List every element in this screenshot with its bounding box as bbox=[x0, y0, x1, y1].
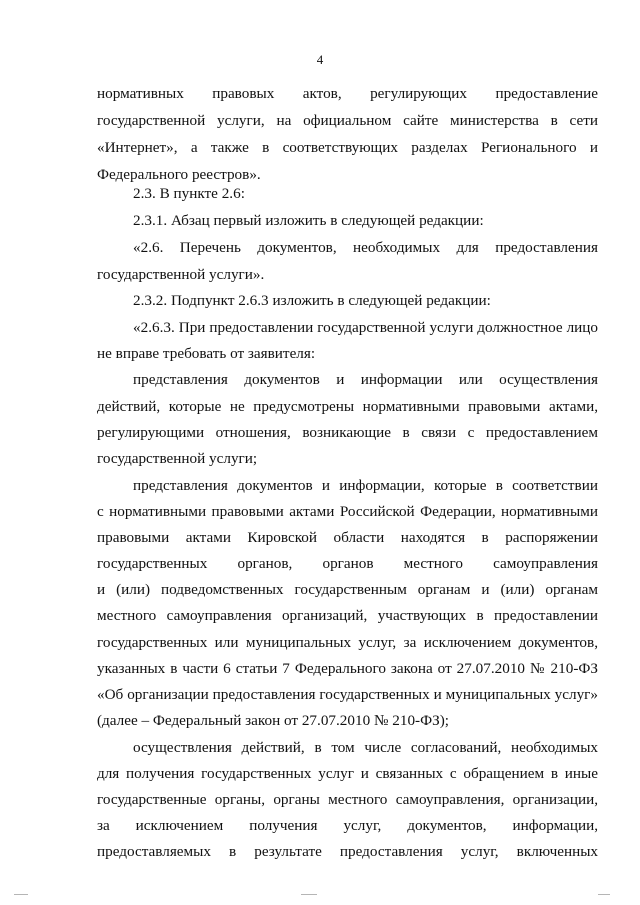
text-line: действий, которые не предусмотрены нормативными правовыми актами, bbox=[97, 398, 598, 415]
text-line: государственной услуги; bbox=[97, 450, 258, 467]
text-line: «2.6. Перечень документов, необходимых для предоставления bbox=[133, 239, 598, 256]
text-line: с нормативными правовыми актами Российской Федерации, нормативными bbox=[97, 503, 598, 520]
text-line: регулирующими отношения, возникающие в связи с предоставлением bbox=[97, 424, 598, 441]
text-line: для получения государственных услуг и связанных с обращением в иные bbox=[97, 765, 598, 782]
text-line: государственных органов, органов местного самоуправления bbox=[97, 555, 598, 572]
text-line: «2.6.3. При предоставлении государственной услуги должностное лицо bbox=[133, 319, 598, 336]
text-line: и (или) подведомственных государственным органам и (или) органам bbox=[97, 581, 598, 598]
text-line: государственные органы, органы местного самоуправления, организации, bbox=[97, 791, 598, 808]
text-line: государственной услуги». bbox=[97, 266, 265, 283]
text-line: за исключением получения услуг, документов, информации, bbox=[97, 817, 598, 834]
text-line: правовыми актами Кировской области находятся в распоряжении bbox=[97, 529, 598, 546]
scan-artifact bbox=[301, 894, 317, 895]
text-line: указанных в части 6 статьи 7 Федерального закона от 27.07.2010 № 210-ФЗ bbox=[97, 660, 598, 677]
text-line: 2.3.2. Подпункт 2.6.3 изложить в следующей редакции: bbox=[133, 292, 491, 309]
text-line: (далее – Федеральный закон от 27.07.2010 № 210-ФЗ); bbox=[97, 712, 449, 729]
text-line: представления документов и информации или осуществления bbox=[133, 371, 598, 388]
scan-artifact bbox=[598, 894, 610, 895]
text-line: 2.3.1. Абзац первый изложить в следующей редакции: bbox=[133, 212, 484, 229]
text-line: местного самоуправления организаций, участвующих в предоставлении bbox=[97, 607, 598, 624]
scan-artifact bbox=[14, 894, 28, 895]
page-number: 4 bbox=[316, 52, 324, 67]
text-line: 2.3. В пункте 2.6: bbox=[133, 185, 245, 202]
text-line: предоставляемых в результате предоставления услуг, включенных bbox=[97, 843, 598, 860]
text-line: Федерального реестров». bbox=[97, 166, 261, 183]
text-line: представления документов и информации, которые в соответствии bbox=[133, 477, 598, 494]
text-line: осуществления действий, в том числе согласований, необходимых bbox=[133, 739, 598, 756]
text-line: «Об организации предоставления государственных и муниципальных услуг» bbox=[97, 686, 598, 703]
text-line: нормативных правовых актов, регулирующих предоставление bbox=[97, 85, 598, 102]
text-line: государственных или муниципальных услуг, за исключением документов, bbox=[97, 634, 598, 651]
text-line: «Интернет», а также в соответствующих разделах Регионального и bbox=[97, 139, 598, 156]
text-line: государственной услуги, на официальном сайте министерства в сети bbox=[97, 112, 598, 129]
text-line: не вправе требовать от заявителя: bbox=[97, 345, 316, 362]
